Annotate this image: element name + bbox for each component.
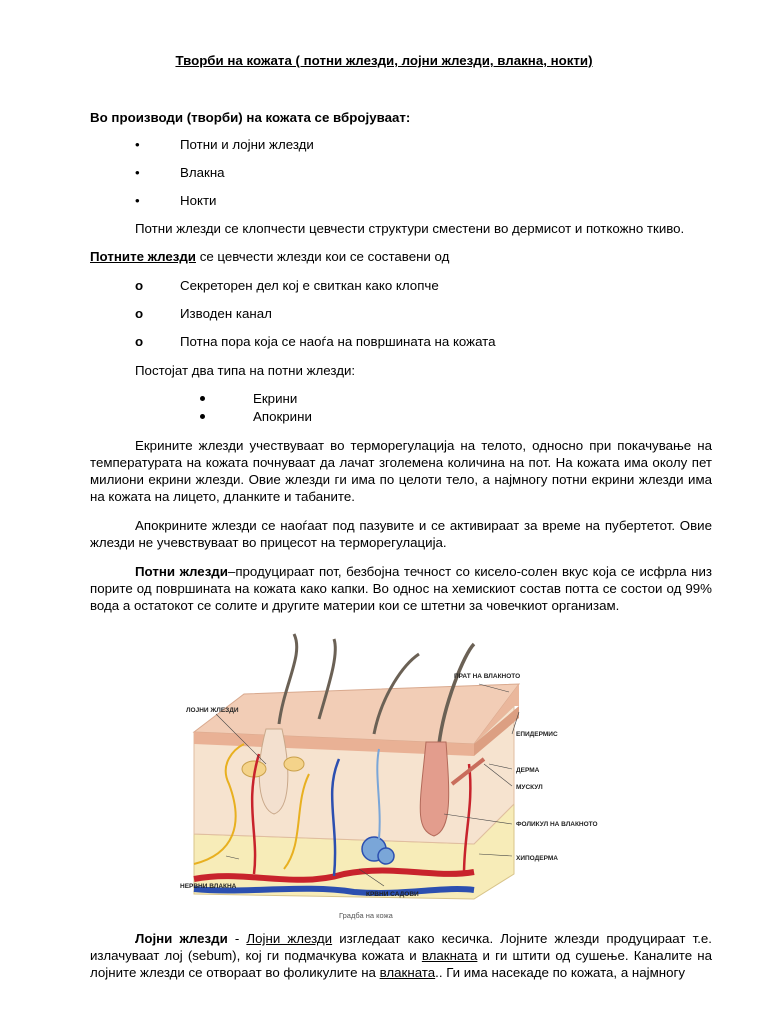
sweat-text: –продуцираат пот, безбојна течност со кисело-солен вкус која се исфрла низ порите од површината на кожата како капки. Во однос на хемискиот состав потта се состои од 99% вода а остатокот се солите и другите материи кои се штетни за човечкиот организам. (90, 564, 712, 613)
eccrine-text: Екрините жлезди учествуваат во терморегулација на телото, односно при покачување на температурата на кожата почнуваат да лачат зголемена количина на пот. На кожата има околу пет милиони екрини жлезди. Овие жлезди ги има по целоти тело, а најмногу потни екрини жлезди има на кожата на лицето, дланките и табаните. (90, 438, 712, 504)
apocrine-paragraph (90, 517, 712, 551)
label-dermis: ДЕРМА (516, 767, 540, 774)
label-epidermis: ЕПИДЕРМИС (516, 731, 558, 738)
page-title: Творби на кожата ( потни жлезди, лојни жлезди, влакна, нокти) (175, 53, 593, 68)
label-hair-shaft: ПРАТ НА ВЛАКНОТО (454, 673, 521, 680)
list-item (90, 192, 710, 209)
list-item-text: Изводен канал (180, 306, 272, 321)
list-item-text: Потни и лојни жлезди (180, 137, 314, 152)
label-nerve: НЕРВНИ ВЛАКНА (180, 883, 237, 890)
eccrine-paragraph (90, 437, 712, 505)
list-item (90, 136, 710, 153)
hair-word: влакната (421, 948, 478, 963)
list-item-text: Секреторен дел кој е свиткан како клопче (180, 278, 439, 293)
list-item (90, 305, 710, 322)
bullet-mark: • (135, 193, 140, 208)
figure-caption: Градба на кожа (339, 911, 393, 920)
types-intro: Постојат два типа на потни жлезди: (135, 363, 356, 378)
sweat-term: Потни жлезди (135, 564, 228, 579)
bullet-mark: o (135, 334, 144, 349)
list-item-text: Нокти (180, 193, 217, 208)
dash: - (227, 931, 247, 946)
sweat-definition: Потни жлезди се клопчести цевчести структури сместени во дермисот и поткожно ткиво. (135, 221, 685, 236)
bullet-mark: • (135, 165, 140, 180)
bullet-mark: • (135, 137, 140, 152)
list-item (90, 164, 710, 181)
sweat-glands-text: се цевчести жлезди кои се составени од (196, 249, 450, 264)
apocrine-text: Апокрините жлезди се наоѓаат под пазувите и се активираат за време на пубертетот. Овие жлезди не учевствуваат во прицесот на терморегулација. (90, 518, 712, 550)
label-follicle: ФОЛИКУЛ НА ВЛАКНОТО (516, 821, 598, 828)
sweat-glands-term: Потните жлезди (90, 249, 196, 264)
label-hypodermis: ХИПОДЕРМА (516, 855, 558, 862)
label-sebaceous: ЛОЈНИ ЖЛЕЗДИ (186, 707, 239, 714)
bullet-mark: o (135, 306, 144, 321)
follicle (420, 742, 448, 836)
list-item-text: Апокрини (253, 409, 312, 424)
list-item (90, 333, 710, 350)
list-item-text: Потна пора која се наоѓа на површината на кожата (180, 334, 496, 349)
list-item (90, 277, 710, 294)
sebaceous-term: Лојни жлезди (135, 931, 228, 946)
skin-structure-figure (134, 624, 630, 924)
bullet-mark: o (135, 278, 144, 293)
sebaceous-text-c: .. Ги има насекаде по кожата, а најмногу (435, 965, 685, 980)
hair-word: влакната (379, 965, 436, 980)
intro-heading: Во производи (творби) на кожата се вбројуваат: (90, 110, 411, 125)
sweat-paragraph (90, 563, 712, 614)
sweat-glands-intro (90, 248, 712, 265)
sebaceous-term-underlined: Лојни жлезди (246, 931, 333, 946)
label-muscle: МУСКУЛ (516, 784, 543, 791)
list-item-text: Екрини (253, 391, 298, 406)
sebaceous-gland (284, 757, 304, 771)
list-item-text: Влакна (180, 165, 225, 180)
sebaceous-text-a: изгледаат како кесичка. Лојните жлезди продуцираат т.е. излачуваат лој (sebum), кој ги подмачкува кожата и (90, 931, 713, 963)
sebaceous-paragraph (90, 930, 712, 981)
label-vessels: КРВНИ САДОВИ (366, 891, 419, 898)
sebaceous-text-b: и ги штити од сушење. Каналите на лојните жлезди се отвораат во фоликулите на (90, 948, 712, 980)
